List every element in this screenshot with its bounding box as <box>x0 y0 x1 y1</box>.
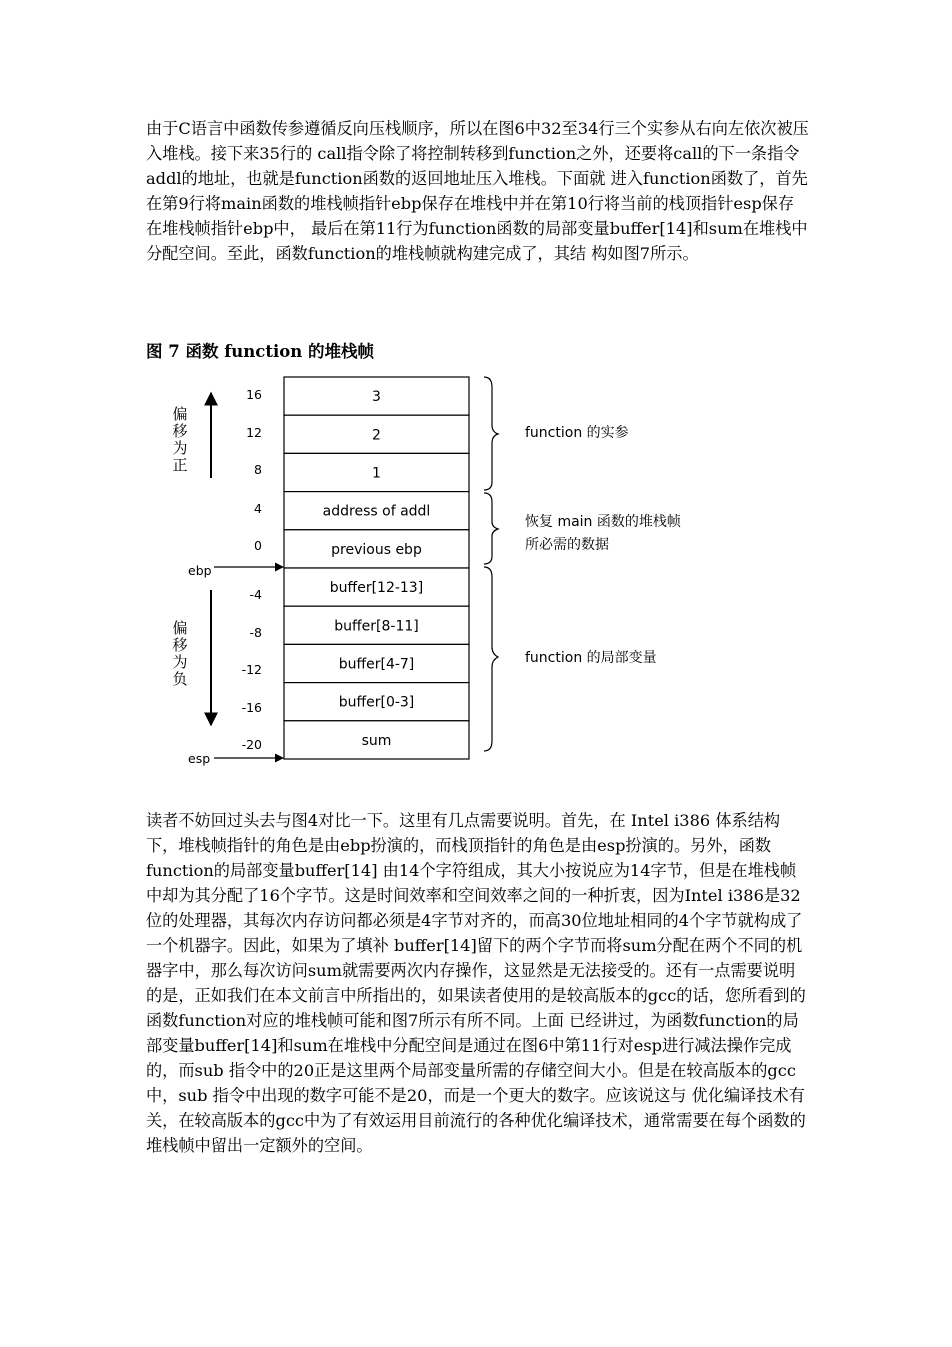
positive-offset-label <box>172 405 187 474</box>
stack-cell-label: buffer[4-7] <box>338 656 415 673</box>
stack-cell-label: buffer[8-11] <box>334 618 419 635</box>
negative-char-3: 负 <box>172 670 188 688</box>
stack-cell-label: buffer[0-3] <box>338 694 415 711</box>
offset-label: 8 <box>254 462 262 477</box>
restore-brace <box>484 493 498 564</box>
negative-char-1: 移 <box>172 636 188 654</box>
explanation-paragraph: 读者不妨回过头去与图4对比一下。这里有几点需要说明。首先，在 Intel i386 体系结构下，堆栈帧指针的角色是由ebp扮演的，而栈顶指针的角色是由esp扮演的。另外，函数function的局部变量buffer[14] 由14个字符组成，其大小按说应为14字节，但是在堆栈帧中却为其分配了16个字节。这是时间效率和空间效率之间的一种折衷，因为Intel i386是32位的处理器，其每次内存访问都必须是4字节对齐的，而高30位地址相同的4个字节就构成了一个机器字。因此，如果为了填补 buffer[14]留下的两个字节而将sum分配在两个不同的机器字中，那么每次访问sum就需要两次内存操作，这显然是无法接受的。还有一点需要说明 的是，正如我们在本文前言中所指出的，如果读者使用的是较高版本的gcc的话，您所看到的函数function对应的堆栈帧可能和图7所示有所不同。上面 已经讲过，为函数function的局部变量buffer[14]和sum在堆栈中分配空间是通过在图6中第11行对esp进行减法操作完成的，而sub 指令中的20正是这里两个局部变量所需的存储空间大小。但是在较高版本的gcc中，sub 指令中出现的数字可能不是20，而是一个更大的数字。应该说这与 优化编译技术有关，在较高版本的gcc中为了有效运用目前流行的各种优化编译技术，通常需要在每个函数的堆栈帧中留出一定额外的空间。 <box>146 811 806 1155</box>
offset-label: 0 <box>254 538 262 553</box>
positive-char-3: 正 <box>172 456 188 474</box>
stack-cell-label: buffer[12-13] <box>329 580 424 597</box>
args-brace <box>484 377 498 490</box>
negative-offset-label <box>172 619 187 688</box>
stack-cell-label: address of addl <box>322 503 431 520</box>
ebp-label: ebp <box>188 563 212 578</box>
offset-label: 16 <box>246 387 262 402</box>
restore-brace-label-line1: 恢复 main 函数的堆栈帧 <box>525 514 681 530</box>
offset-label: -20 <box>241 737 262 752</box>
offset-label: -12 <box>241 662 262 677</box>
stack-cell-label: sum <box>361 732 392 749</box>
offset-labels <box>242 387 262 752</box>
offset-label: 12 <box>246 425 262 440</box>
esp-label: esp <box>188 751 211 766</box>
offset-label: -16 <box>241 700 262 715</box>
offset-label: -4 <box>249 587 262 602</box>
stack-cell-label: 1 <box>372 465 381 482</box>
locals-brace <box>484 567 498 751</box>
offset-label: 4 <box>254 501 262 516</box>
negative-char-2: 为 <box>172 653 188 671</box>
stack-cell-label: previous ebp <box>331 541 422 558</box>
positive-char-1: 移 <box>172 422 188 440</box>
intro-paragraph: 由于C语言中函数传参遵循反向压栈顺序，所以在图6中32至34行三个实参从右向左依次被压入堆栈。接下来35行的 call指令除了将控制转移到function之外，还要将call的下一条指令addl的地址，也就是function函数的返回地址压入堆栈。下面就 进入function函数了，首先在第9行将main函数的堆栈帧指针ebp保存在堆栈中并在第10行将当前的栈顶指针esp保存在堆栈帧指针ebp中， 最后在第11行为function函数的局部变量buffer[14]和sum在堆栈中分配空间。至此，函数function的堆栈帧就构建完成了，其结 构如图7所示。 <box>146 119 809 263</box>
args-brace-label: function 的实参 <box>525 425 629 441</box>
negative-char-0: 偏 <box>172 619 188 637</box>
positive-char-0: 偏 <box>172 405 188 423</box>
locals-brace-label: function 的局部变量 <box>525 650 657 666</box>
stack-cell-label: 2 <box>372 427 381 444</box>
offset-label: -8 <box>249 625 262 640</box>
stack-cell-label: 3 <box>372 389 381 406</box>
figure-title: 图 7 函数 function 的堆栈帧 <box>146 342 374 361</box>
stack-cells <box>284 377 469 759</box>
restore-brace-label-line2: 所必需的数据 <box>525 537 609 553</box>
positive-char-2: 为 <box>172 439 188 457</box>
